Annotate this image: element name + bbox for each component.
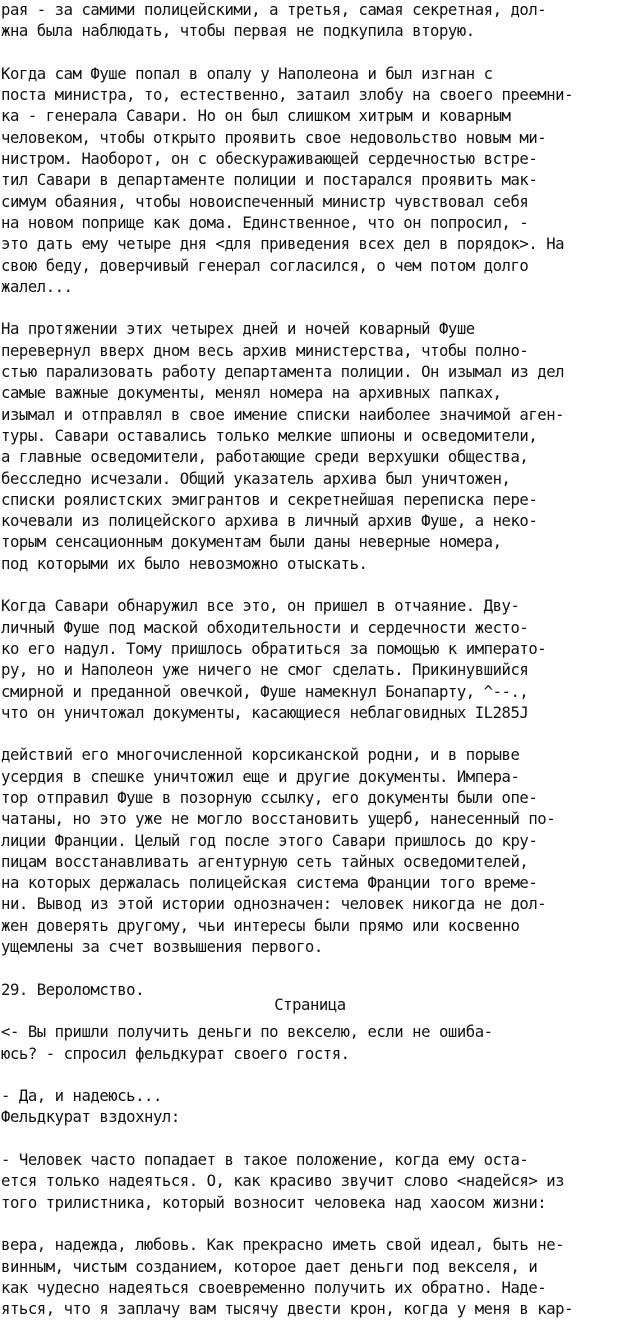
text-line: что он уничтожал документы, касающиеся неблаговидных IL285J (1, 703, 529, 722)
blank-line (1, 575, 619, 596)
blank-line (1, 724, 619, 745)
text-line: пицам восстанавливать агентурную сеть тайных осведомителей, (1, 852, 529, 871)
text-line: а главные осведомители, работающие среди верхушки общества, (1, 448, 529, 467)
text-line: На протяжении этих четырех дней и ночей коварный Фуше (1, 320, 475, 339)
text-line: свою беду, доверчивый генерал согласился, о чем потом долго (1, 256, 529, 275)
text-line: самые важные документы, менял номера на архивных папках, (1, 384, 502, 403)
text-line: на новом поприще как дома. Единственное, что он попросил, - (1, 213, 529, 232)
text-line: ка - генерала Савари. Но он был слишком хитрым и коварным (1, 107, 511, 126)
text-line: личный Фуше под маской обходительности и сердечности жесто- (1, 618, 529, 637)
text-line: на которых держалась полицейская система Франции того време- (1, 874, 538, 893)
text-line: ко его надул. Тому пришлось обратиться за помощью к императо- (1, 639, 547, 658)
text-line: жалел... (1, 277, 73, 296)
text-line: перевернул вверх дном весь архив министерства, чтобы полно- (1, 341, 529, 360)
text-line: нистром. Наоборот, он с обескураживающей сердечностью встре- (1, 150, 538, 169)
text-line: Фельдкурат вздохнул: (1, 1108, 180, 1127)
text-line: бесследно исчезали. Общий указатель архива был уничтожен, (1, 469, 511, 488)
text-line: - Человек часто попадает в такое положение, когда ему оста- (1, 1151, 529, 1170)
text-line: тор отправил Фуше в позорную ссылку, его документы были опе- (1, 788, 538, 807)
blank-line (1, 1129, 619, 1150)
text-line: лиции Франции. Целый год после этого Савари пришлось до кру- (1, 831, 538, 850)
text-line: винным, чистым созданием, которое дает деньги под векселя, и (1, 1257, 538, 1276)
text-line: стью парализовать работу департамента полиции. Он изымал из дел (1, 363, 565, 382)
text-line: - Да, и надеюсь... (1, 1087, 162, 1106)
blank-line (1, 298, 619, 319)
text-line: Когда Савари обнаружил все это, он пришел в отчаяние. Дву- (1, 597, 520, 616)
text-line: под которыми их было невозможно отыскать. (1, 554, 368, 573)
body-text (1, 0, 619, 1320)
text-line: жна была наблюдать, чтобы первая не подкупила вторую. (1, 22, 475, 41)
blank-line (1, 1214, 619, 1235)
text-line: чатаны, но это уже не могло восстановить ущерб, нанесенный по- (1, 810, 556, 829)
text-line: ется только надеяться. О, как красиво звучит слово <надейся> из (1, 1172, 565, 1191)
text-line: списки роялистских эмигрантов и секретнейшая переписка пере- (1, 490, 538, 509)
text-line: яться, что я заплачу вам тысячу двести крон, когда у меня в кар- (1, 1300, 574, 1319)
text-line: симум обаяния, чтобы новоиспеченный министр чувствовал себя (1, 192, 529, 211)
blank-line (1, 1065, 619, 1086)
blank-line (1, 43, 619, 64)
text-line: Когда сам Фуше попал в опалу у Наполеона и был изгнан с (1, 64, 493, 83)
text-line: ни. Вывод из этой истории однозначен: человек никогда не дол- (1, 895, 547, 914)
text-line: юсь? - спросил фельдкурат своего гостя. (1, 1044, 350, 1063)
text-line: действий его многочисленной корсиканской родни, и в порыве (1, 746, 520, 765)
text-line: как чудесно надеяться своевременно получить их обратно. Наде- (1, 1278, 547, 1297)
text-line: это дать ему четыре дня <для приведения всех дел в порядок>. На (1, 235, 565, 254)
text-line: <- Вы пришли получить деньги по векселю, если не ошиба- (1, 1023, 493, 1042)
text-line: поста министра, то, естественно, затаил злобу на своего преемни- (1, 86, 574, 105)
text-line: ущемлены за счет возвышения первого. (1, 938, 323, 957)
text-line: того трилистника, который возносит человека над хаосом жизни: (1, 1193, 547, 1212)
text-line: ру, но и Наполеон уже ничего не смог сделать. Прикинувшийся (1, 661, 529, 680)
blank-line (1, 958, 619, 979)
text-line: вера, надежда, любовь. Как прекрасно иметь свой идеал, быть не- (1, 1236, 565, 1255)
page-footer: Страница (274, 996, 346, 1014)
text-line: рая - за самими полицейскими, а третья, самая секретная, дол- (1, 1, 547, 19)
text-line: человеком, чтобы открыто проявить свое недовольство новым ми- (1, 128, 547, 147)
text-line: 29. Вероломство. (1, 980, 145, 999)
text-line: изымал и отправлял в свое имение списки наиболее значимой аген- (1, 405, 565, 424)
text-line: усердия в спешке уничтожил еще и другие документы. Импера- (1, 767, 520, 786)
text-line: жен доверять другому, чьи интересы были прямо или косвенно (1, 916, 520, 935)
text-line: кочевали из полицейского архива в личный архив Фуше, а неко- (1, 512, 538, 531)
text-line: смирной и преданной овечкой, Фуше намекнул Бонапарту, ^--., (1, 682, 529, 701)
text-line: туры. Савари оставались только мелкие шпионы и осведомители, (1, 426, 538, 445)
text-line: торым сенсационным документам были даны неверные номера, (1, 533, 502, 552)
text-line: тил Савари в департаменте полиции и постарался проявить мак- (1, 171, 538, 190)
